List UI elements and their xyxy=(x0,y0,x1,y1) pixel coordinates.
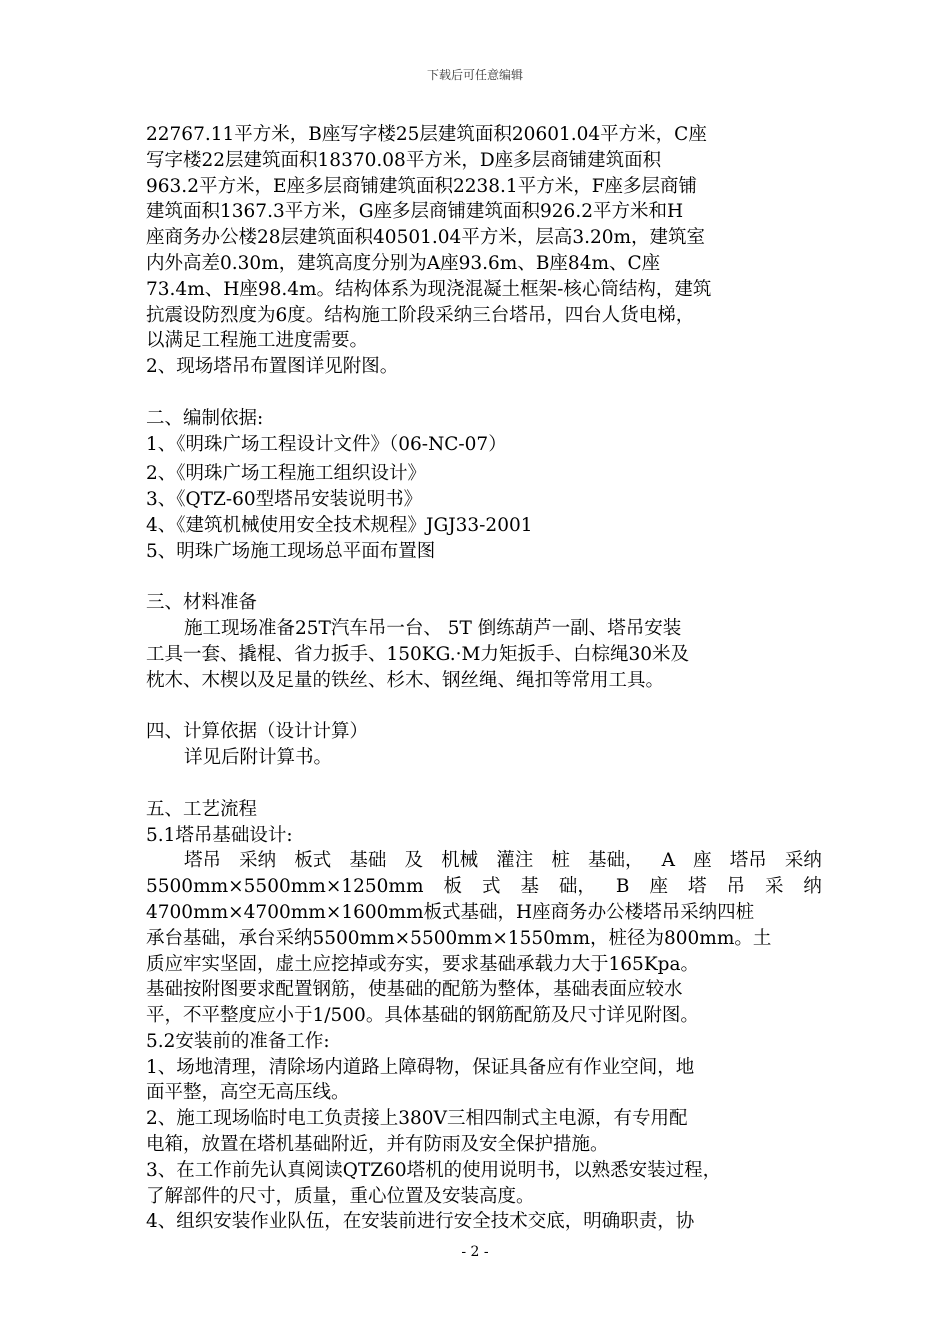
text-line: 以满足工程施工进度需要。 xyxy=(146,330,369,352)
text-segment: 纳 xyxy=(803,876,822,898)
section-heading: 五、工艺流程 xyxy=(146,798,258,820)
text-line: 详见后附计算书。 xyxy=(184,747,333,769)
text-line: 建筑面积1367.3平方米，G座多层商铺建筑面积926.2平方米和H xyxy=(146,201,684,223)
text-line: 承台基础，承台采纳5500mm×5500mm×1550mm，桩径为800mm。土 xyxy=(146,927,772,949)
text-segment: 座 xyxy=(693,850,712,872)
text-segment: 板式 xyxy=(294,850,332,872)
text-line: 写字楼22层建筑面积18370.08平方米，D座多层商铺建筑面积 xyxy=(146,149,662,171)
text-segment: 采 xyxy=(764,876,784,898)
text-line: 2、施工现场临时电工负责接上380V三相四制式主电源，有专用配 xyxy=(146,1108,688,1130)
text-line: 2、现场塔吊布置图详见附图。 xyxy=(146,356,399,378)
list-item: 3、《QTZ-60型塔吊安装说明书》 xyxy=(146,489,423,511)
text-segment: 吊 xyxy=(726,876,745,898)
text-segment: 灌注 xyxy=(496,850,534,872)
text-line: 3、在工作前先认真阅读QTZ60塔机的使用说明书，以熟悉安装过程， xyxy=(146,1159,722,1181)
text-line: 质应牢实坚固，虚土应挖掉或夯实，要求基础承载力大于165Kpa。 xyxy=(146,953,700,975)
text-segment: 塔吊 xyxy=(729,850,767,872)
text-segment: 采纳 xyxy=(784,850,822,872)
text-segment: 及 xyxy=(404,850,424,872)
text-segment: B xyxy=(615,876,630,898)
text-line: 面平整，高空无高压线。 xyxy=(146,1082,350,1104)
list-item: 4、《建筑机械使用安全技术规程》JGJ33-2001 xyxy=(146,514,533,536)
text-segment: 采纳 xyxy=(239,850,277,872)
text-line: 1、场地清理，清除场内道路上障碍物，保证具备应有作业空间，地 xyxy=(146,1056,695,1078)
text-segment: 基础， xyxy=(588,850,644,872)
text-segment: 座 xyxy=(649,876,668,898)
text-segment: 础， xyxy=(558,876,596,898)
text-segment: 基 xyxy=(520,876,539,898)
text-line: 22767.11平方米，B座写字楼25层建筑面积20601.04平方米，C座 xyxy=(146,124,707,145)
section-heading: 二、编制依据: xyxy=(146,407,264,429)
text-segment: 式 xyxy=(481,876,501,898)
text-segment: 塔 xyxy=(687,876,707,898)
text-line: 内外高差0.30m，建筑高度分别为A座93.6m、B座84m、C座 xyxy=(146,252,661,274)
list-item: 2、《明珠广场工程施工组织设计》 xyxy=(146,463,427,485)
text-line: 电箱，放置在塔机基础附近，并有防雨及安全保护措施。 xyxy=(146,1134,609,1156)
text-line: 4700mm×4700mm×1600mm板式基础，H座商务办公楼塔吊采纳四桩 xyxy=(146,901,755,923)
text-line: 抗震设防烈度为6度。结构施工阶段采纳三台塔吊，四台人货电梯， xyxy=(146,304,695,326)
text-segment: 基础 xyxy=(349,850,387,872)
text-line: 963.2平方米，E座多层商铺建筑面积2238.1平方米，F座多层商铺 xyxy=(146,175,698,197)
text-line: 73.4m、H座98.4m。结构体系为现浇混凝土框架-核心筒结构，建筑 xyxy=(146,278,712,300)
page-number: - 2 - xyxy=(461,1244,489,1260)
text-line: 了解部件的尺寸，质量，重心位置及安装高度。 xyxy=(146,1185,535,1207)
text-line: 4、组织安装作业队伍，在安装前进行安全技术交底，明确职责，协 xyxy=(146,1211,695,1233)
text-line: 座商务办公楼28层建筑面积40501.04平方米，层高3.20m，建筑室 xyxy=(146,227,706,249)
list-item: 1、《明珠广场工程设计文件》（06-NC-07） xyxy=(146,433,507,455)
text-line: 平，不平整度应小于1/500。具体基础的钢筋配筋及尺寸详见附图。 xyxy=(146,1005,699,1027)
text-segment: 桩 xyxy=(551,850,570,872)
page-header: 下载后可任意编辑 xyxy=(426,68,523,82)
justified-line xyxy=(146,874,822,900)
section-heading: 四、计算依据（设计计算） xyxy=(146,721,369,743)
text-segment: 机械 xyxy=(441,850,479,872)
subsection-heading: 5.1塔吊基础设计: xyxy=(146,824,293,846)
text-line: 基础按附图要求配置钢筋，使基础的配筋为整体，基础表面应较水 xyxy=(146,979,683,1001)
document-body xyxy=(146,122,822,1235)
text-segment: 5500mm×5500mm×1250mm xyxy=(146,876,424,898)
text-line: 工具一套、撬棍、省力扳手、150KG.·M力矩扳手、白棕绳30米及 xyxy=(146,643,689,665)
section-heading: 三、材料准备 xyxy=(146,592,258,614)
text-line: 施工现场准备25T汽车吊一台、 5T 倒练葫芦一副、塔吊安装 xyxy=(184,618,682,640)
list-item: 5、明珠广场施工现场总平面布置图 xyxy=(146,540,436,562)
text-segment: A xyxy=(661,850,675,872)
text-segment: 塔吊 xyxy=(184,850,222,872)
text-line: 枕木、木楔以及足量的铁丝、杉木、钢丝绳、绳扣等常用工具。 xyxy=(146,669,665,691)
subsection-heading: 5.2安装前的准备工作: xyxy=(146,1030,330,1052)
text-segment: 板 xyxy=(443,876,462,898)
justified-line xyxy=(146,848,822,874)
